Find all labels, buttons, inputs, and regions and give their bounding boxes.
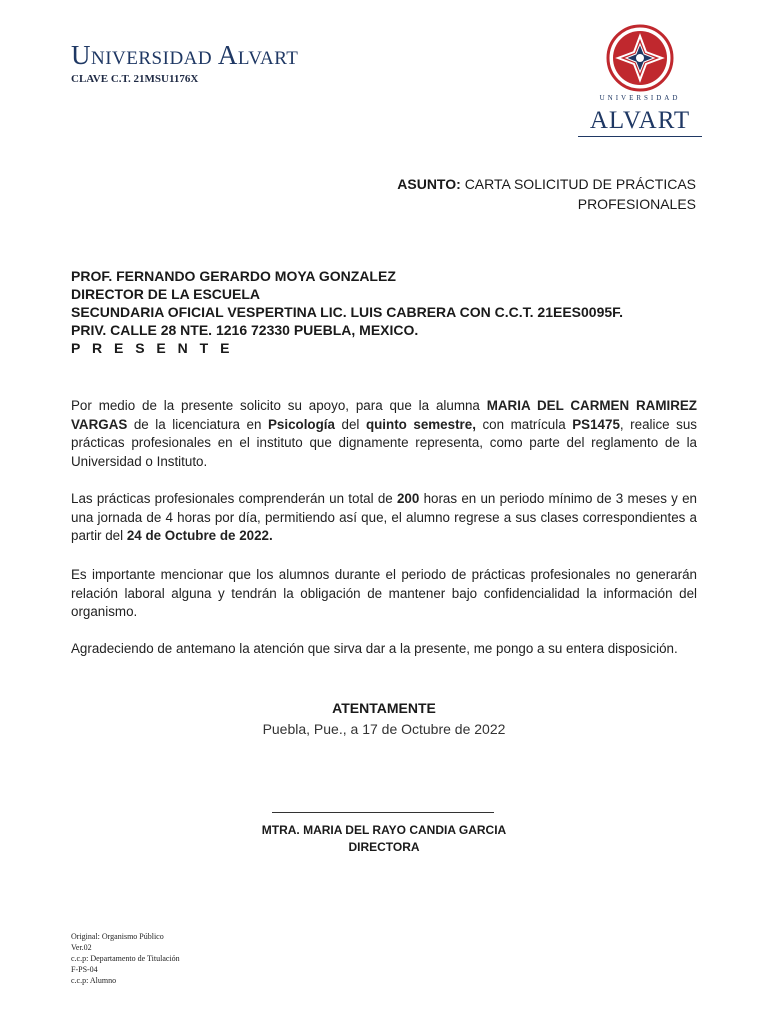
footer-line: F-PS-04 [71, 965, 98, 974]
logo-center-dot [636, 54, 644, 62]
recipient-school: SECUNDARIA OFICIAL VESPERTINA LIC. LUIS CABRERA CON C.C.T. 21EES0095F. [71, 304, 624, 320]
student-name: MARIA DEL CARMEN RAMIREZ VARGAS [71, 398, 697, 432]
p1-text-3: del [334, 416, 366, 432]
recipient-name: PROF. FERNANDO GERARDO MOYA GONZALEZ [71, 268, 396, 284]
logo-divider [578, 136, 702, 137]
paragraph-confidentiality: Es importante mencionar que los alumnos durante el periodo de prácticas profesionales no generarán relación laboral alguna y tendrán la obligación de mantener bajo confidencialidad la información del organismo. [71, 567, 697, 619]
p2-text-2: horas en un periodo mínimo de 3 meses y en una jornada de 4 horas por día, permitiendo así que, el alumno regrese a sus clases correspondientes a partir del [71, 491, 697, 543]
recipient-block [71, 267, 711, 357]
subject-line-2: PROFESIONALES [577, 196, 696, 212]
subject-label: ASUNTO: [397, 176, 461, 192]
p1-text-4: con matrícula [475, 416, 573, 432]
place-date: Puebla, Pue., a 17 de Octubre de 2022 [262, 721, 506, 737]
signature-line [272, 812, 494, 813]
p1-text-5: , realice sus prácticas profesionales en el instituto que dignamente representa, como parte del reglamento de la Universidad o Instituto. [71, 416, 697, 469]
paragraph-hours [71, 490, 697, 546]
paragraph-request [71, 397, 697, 471]
logo-label-big: ALVART [589, 107, 691, 134]
signer-role: DIRECTORA [348, 840, 420, 854]
hours-total: 200 [396, 491, 420, 506]
closing-atentamente: ATENTAMENTE [332, 700, 436, 716]
p2-text-1: Las prácticas profesionales comprenderán un total de [71, 491, 397, 506]
footer-line: Ver.02 [71, 943, 92, 952]
p1-text-2: de la licenciatura en [127, 416, 268, 432]
p1-text-1: Por medio de la presente solicito su apoyo, para que la alumna [71, 398, 487, 413]
logo-label-small: UNIVERSIDAD [599, 94, 681, 102]
subject-block [340, 174, 696, 214]
footer-notes [71, 931, 180, 986]
subject-line-1: CARTA SOLICITUD DE PRÁCTICAS [464, 176, 696, 192]
start-date: 24 de Octubre de 2022. [126, 528, 273, 543]
footer-line: Original: Organismo Público [71, 932, 164, 941]
degree-name: Psicología [267, 416, 335, 432]
footer-line: c.c.p: Alumno [71, 976, 117, 985]
presente-label: P R E S E N T E [71, 340, 234, 356]
semester: quinto semestre, [365, 416, 476, 432]
clave-code: CLAVE C.T. 21MSU1176X [71, 73, 199, 85]
university-title: Universidad Alvart [71, 40, 299, 70]
signer-name: MTRA. MARIA DEL RAYO CANDIA GARCIA [261, 823, 507, 837]
footer-line: c.c.p: Departamento de Titulación [71, 954, 180, 963]
matricula: PS1475 [572, 416, 620, 432]
recipient-address: PRIV. CALLE 28 NTE. 1216 72330 PUEBLA, MEXICO. [71, 322, 419, 338]
paragraph-thanks: Agradeciendo de antemano la atención que sirva dar a la presente, me pongo a su entera disposición. [71, 641, 678, 656]
recipient-role: DIRECTOR DE LA ESCUELA [71, 286, 261, 302]
